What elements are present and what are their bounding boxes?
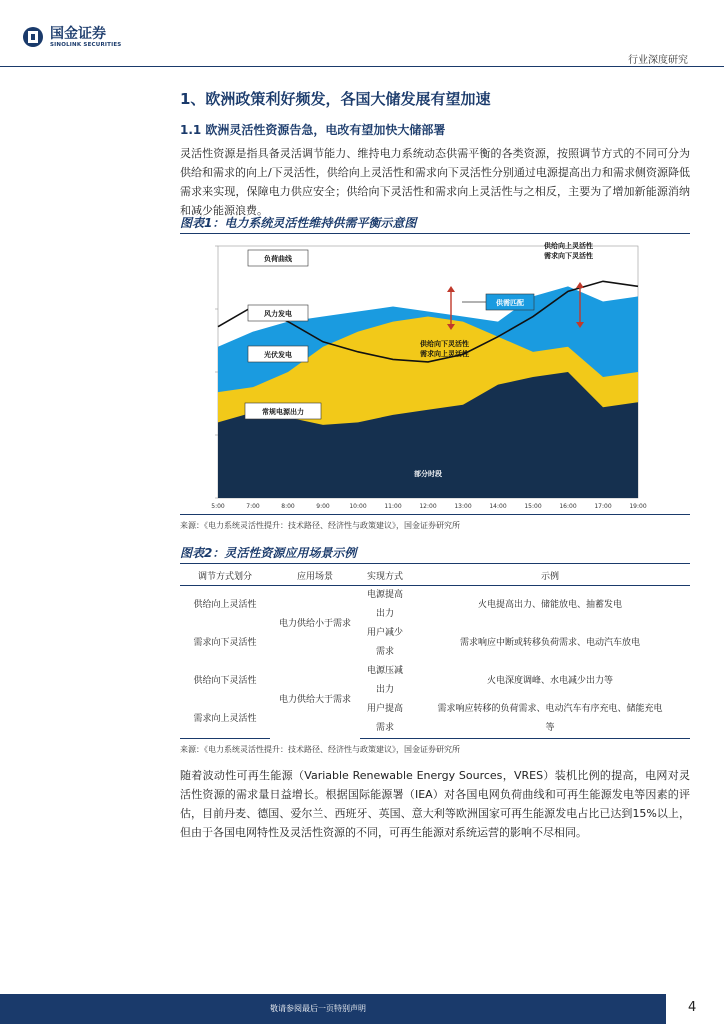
label-conventional: 常规电源出力 xyxy=(262,408,304,416)
x-tick-label: 17:00 xyxy=(594,503,612,510)
row-method: 电源压减 出力 xyxy=(366,666,403,695)
label-supply-down: 供给向下灵活性 xyxy=(420,340,469,348)
logo-icon xyxy=(22,26,44,48)
x-tick-label: 13:00 xyxy=(454,503,472,510)
row-type: 需求向下灵活性 xyxy=(193,637,257,648)
x-tick-label: 14:00 xyxy=(489,503,507,510)
x-tick-label: 16:00 xyxy=(559,503,577,510)
table-row xyxy=(180,586,690,625)
label-demand-up: 需求向上灵活性 xyxy=(420,350,469,358)
label-wind: 风力发电 xyxy=(264,310,292,318)
row-scene: 电力供给小于需求 xyxy=(278,618,351,629)
brand-name: 国金证券 xyxy=(50,25,106,42)
label-supply-up: 供给向上灵活性 xyxy=(544,242,593,250)
figure2-source: 来源：《电力系统灵活性提升：技术路径、经济性与政策建议》，国金证券研究所 xyxy=(180,745,460,754)
table-row xyxy=(180,624,690,662)
x-tick-label: 5:00 xyxy=(211,503,225,510)
page-number: 4 xyxy=(688,1000,697,1015)
x-axis-label: 部分时段 xyxy=(414,470,442,478)
row-method: 用户提高 需求 xyxy=(360,700,410,739)
label-solar: 光伏发电 xyxy=(264,351,292,359)
brand-logo xyxy=(22,26,121,48)
table-header: 实现方式 xyxy=(360,565,410,586)
table-header: 调节方式划分 xyxy=(180,565,270,586)
table-header: 应用场景 xyxy=(270,565,360,586)
x-tick-label: 19:00 xyxy=(629,503,647,510)
table-header: 示例 xyxy=(410,565,690,586)
figure2-title: 图表2：灵活性资源应用场景示例 xyxy=(180,546,357,560)
label-load: 负荷曲线 xyxy=(264,255,292,263)
row-type: 需求向上灵活性 xyxy=(180,700,270,739)
table-row xyxy=(180,662,690,700)
figure1-source: 来源：《电力系统灵活性提升：技术路径、经济性与政策建议》，国金证券研究所 xyxy=(180,521,460,530)
scenario-table xyxy=(180,565,690,739)
figure2-top-rule xyxy=(180,563,690,564)
row-scene: 电力供给大于需求 xyxy=(278,694,351,705)
label-demand-down: 需求向下灵活性 xyxy=(544,252,593,260)
x-tick-label: 7:00 xyxy=(246,503,260,510)
row-method: 电源提高 出力 xyxy=(366,590,403,619)
section-title: 1、欧洲政策利好频发，各国大储发展有望加速 xyxy=(180,90,491,108)
table-row xyxy=(180,700,690,739)
table-header-row xyxy=(180,565,690,586)
row-example: 需求响应中断或转移负荷需求、电动汽车放电 xyxy=(459,637,640,648)
row-method: 用户减少 需求 xyxy=(366,628,403,657)
figure1-top-rule xyxy=(180,233,690,234)
row-example: 火电深度调峰、水电减少出力等 xyxy=(486,675,613,686)
x-tick-label: 9:00 xyxy=(316,503,330,510)
paragraph-1: 灵活性资源是指具备灵活调节能力、维持电力系统动态供需平衡的各类资源，按照调节方式的不同可分为供给和需求的向上/下灵活性，供给向上灵活性和需求向下灵活性分别通过电源提高出力和需求侧资源降低需求来实现，保障电力供应安全；供给向下灵活性和需求向上灵活性与之相反，主要为了增加新能源消纳和减少能源浪费。 xyxy=(180,147,690,217)
figure1-bottom-rule xyxy=(180,514,690,515)
row-example: 需求响应转移的负荷需求、电动汽车有序充电、储能充电 等 xyxy=(410,700,690,739)
label-matching: 供需匹配 xyxy=(496,299,524,307)
x-tick-label: 8:00 xyxy=(281,503,295,510)
row-type: 供给向下灵活性 xyxy=(193,675,257,686)
brand-sub: SINOLINK SECURITIES xyxy=(50,41,122,48)
x-tick-label: 15:00 xyxy=(524,503,542,510)
x-tick-label: 11:00 xyxy=(384,503,402,510)
flexibility-chart xyxy=(180,236,690,512)
row-example: 火电提高出力、储能放电、抽蓄发电 xyxy=(477,599,622,610)
figure1-title: 图表1：电力系统灵活性维持供需平衡示意图 xyxy=(180,216,417,230)
footer-disclaimer: 敬请参阅最后一页特别声明 xyxy=(270,1004,366,1013)
sub-title: 1.1 欧洲灵活性资源告急，电改有望加快大储部署 xyxy=(180,123,446,137)
x-tick-label: 10:00 xyxy=(349,503,367,510)
x-tick-label: 12:00 xyxy=(419,503,437,510)
paragraph-2: 随着波动性可再生能源（Variable Renewable Energy Sources，VRES）装机比例的提高，电网对灵活性资源的需求量日益增长。根据国际能源署（IEA）对各国电网负荷曲线和可再生能源发电等因素的评估，目前丹麦、德国、爱尔兰、西班牙、英国、意大利等欧洲国家可再生能源发电占比已达到15%以上，但由于各国电网特性及灵活性资源的不同，可再生能源对系统运营的影响不尽相同。 xyxy=(180,769,690,839)
report-type: 行业深度研究 xyxy=(628,55,688,66)
header-divider xyxy=(0,66,724,67)
row-type: 供给向上灵活性 xyxy=(193,599,257,610)
